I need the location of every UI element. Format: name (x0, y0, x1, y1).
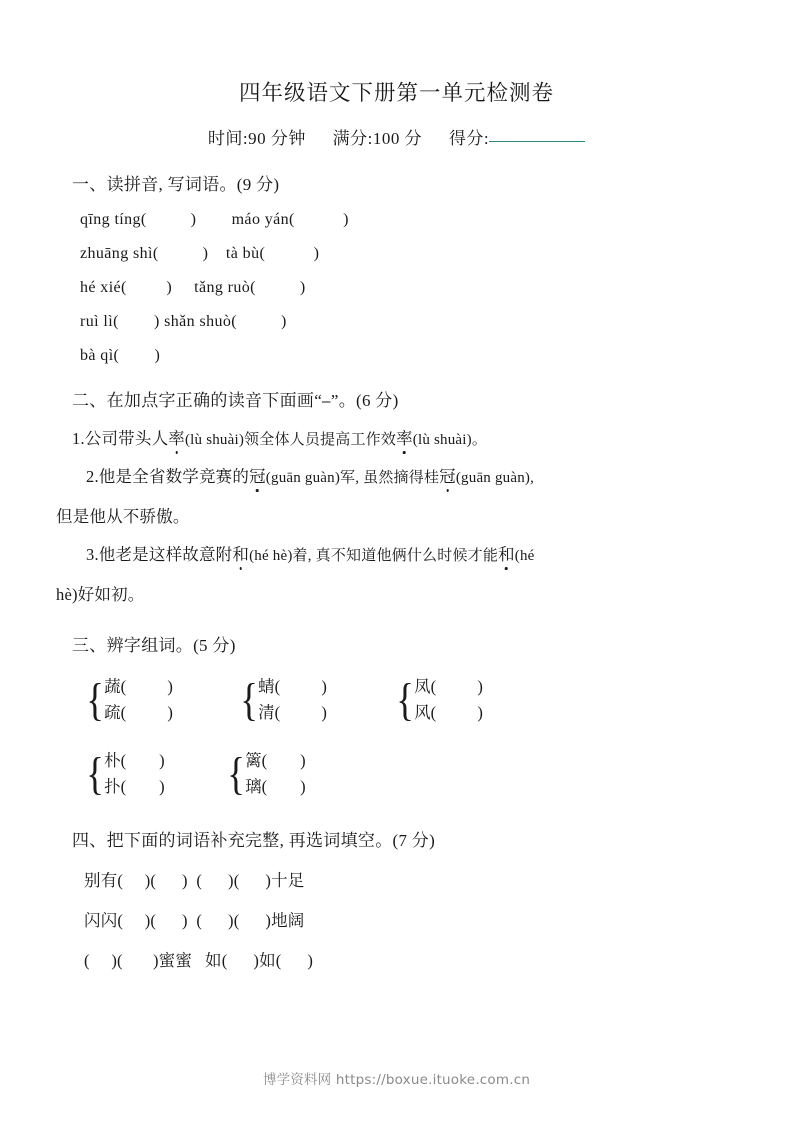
left-brace-icon: { (86, 674, 104, 725)
fill-row-1[interactable]: 别有( )( ) ( )( )十足 (84, 871, 305, 890)
left-brace-icon: { (240, 674, 258, 725)
question-number: 2. (86, 467, 99, 486)
question-text-c: (guān guàn), (455, 470, 535, 486)
question-text-c: (hé (514, 548, 535, 564)
exam-time-label: 时间:90 分钟 (207, 129, 306, 148)
question-text-a: 他是全省数学竞赛的 (98, 467, 250, 486)
question-text-b: (hé hè)着, 真不知道他俩什么时候才能 (249, 548, 499, 564)
question-2-1[interactable] (72, 425, 793, 449)
pinyin-row-4[interactable]: ruì lì( ) shǎn shuò( ) (80, 313, 287, 330)
brace-group-3 (394, 674, 483, 726)
fill-row-3[interactable]: ( )( )蜜蜜 如( )如( ) (84, 951, 314, 970)
brace-item-top[interactable]: 蜻( ) (258, 677, 327, 696)
brace-item-bottom[interactable]: 扑( ) (104, 777, 165, 796)
pinyin-row-2[interactable]: zhuāng shì( ) tà bù( ) (80, 245, 320, 262)
exam-meta-line (0, 124, 793, 149)
section-heading-1: 一、读拼音, 写词语。(9 分) (72, 175, 280, 194)
question-2-3[interactable] (86, 541, 793, 565)
brace-row-2 (84, 748, 793, 800)
question-text-b: (lù shuài)领全体人员提高工作效 (184, 432, 397, 448)
question-number: 1. (72, 429, 85, 448)
brace-item-bottom[interactable]: 风( ) (414, 703, 483, 722)
question-2-2-line2: 但是他从不骄傲。 (56, 507, 190, 526)
page-title: 四年级语文下册第一单元检测卷 (238, 81, 554, 105)
pinyin-row-3[interactable]: hé xié( ) tǎng ruò( ) (80, 279, 306, 296)
pinyin-row-5[interactable]: bà qì( ) (80, 347, 161, 364)
footer-watermark: 博学资料网 https://boxue.ituoke.com.cn (262, 1072, 531, 1088)
brace-row-1 (84, 674, 793, 726)
pinyin-row-1[interactable]: qīng tíng( ) máo yán( ) (80, 211, 349, 228)
left-brace-icon: { (396, 674, 414, 725)
brace-item-top[interactable]: 篱( ) (245, 751, 306, 770)
section-heading-4: 四、把下面的词语补充完整, 再选词填空。(7 分) (72, 831, 436, 850)
brace-item-bottom[interactable]: 清( ) (258, 703, 327, 722)
question-text-b: (guān guàn)军, 虽然摘得桂 (265, 470, 440, 486)
question-2-2[interactable] (86, 463, 793, 487)
brace-item-bottom[interactable]: 疏( ) (104, 703, 173, 722)
dotted-char-1: 冠 (249, 463, 266, 487)
dotted-char-2: 率 (396, 425, 413, 449)
question-number: 3. (86, 545, 99, 564)
brace-item-top[interactable]: 朴( ) (104, 751, 165, 770)
brace-group-1 (84, 674, 232, 726)
brace-item-top[interactable]: 凤( ) (414, 677, 483, 696)
dotted-char-1: 率 (168, 425, 185, 449)
dotted-char-2: 和 (498, 541, 515, 565)
section-heading-2: 二、在加点字正确的读音下面画“⎯”。(6 分) (72, 391, 399, 410)
brace-group-2 (238, 674, 388, 726)
question-text-a: 公司带头人 (84, 429, 169, 448)
brace-item-bottom[interactable]: 璃( ) (245, 777, 306, 796)
dotted-char-2: 冠 (439, 463, 456, 487)
brace-item-top[interactable]: 蔬( ) (104, 677, 173, 696)
left-brace-icon: { (227, 748, 245, 799)
exam-score-label: 得分: (448, 129, 490, 148)
fill-row-2[interactable]: 闪闪( )( ) ( )( )地阔 (84, 911, 305, 930)
question-2-3-line2: hè)好如初。 (56, 585, 145, 604)
section-heading-3: 三、辨字组词。(5 分) (72, 636, 236, 655)
brace-group-4 (84, 748, 219, 800)
exam-full-score-label: 满分:100 分 (332, 129, 423, 148)
score-input-blank[interactable] (489, 128, 585, 142)
dotted-char-1: 和 (232, 541, 249, 565)
question-text-c: (lù shuài)。 (412, 432, 488, 448)
question-text-a: 他老是这样故意附 (98, 545, 233, 564)
left-brace-icon: { (86, 748, 104, 799)
brace-group-5 (225, 748, 306, 800)
